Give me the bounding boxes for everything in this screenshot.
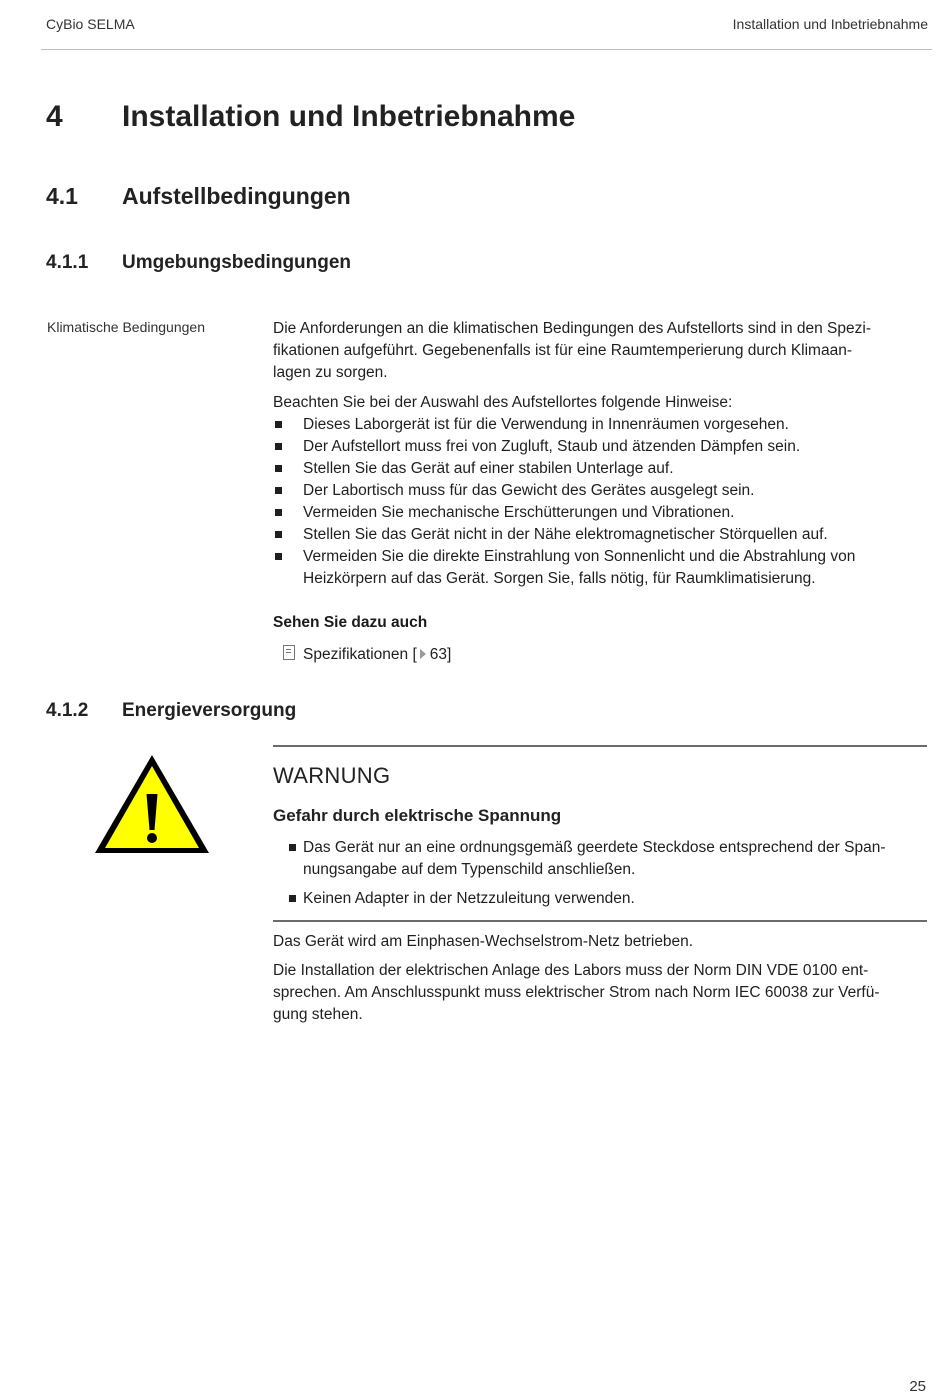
climate-paragraph (273, 318, 923, 384)
power-paragraph-1: Das Gerät wird am Einphasen-Wechselstrom-Netz betrieben. (273, 933, 694, 950)
list-item: Vermeiden Sie die direkte Einstrahlung von Sonnenlicht und die Abstrahlung von Heizkörpern auf das Gerät. Sorgen Sie, falls nötig, für Raumklimatisierung. (273, 546, 923, 590)
document-icon (283, 645, 295, 660)
page-number: 25 (909, 1378, 926, 1395)
hints-intro: Beachten Sie bei der Auswahl des Aufstellortes folgende Hinweise: (273, 394, 733, 411)
chapter-title: Installation und Inbetriebnahme (122, 100, 576, 133)
list-item: Keinen Adapter in der Netzzuleitung verwenden. (287, 888, 927, 910)
list-item: Der Labortisch muss für das Gewicht des Gerätes ausgelegt sein. (273, 480, 923, 502)
page-reference[interactable]: 63] (429, 646, 452, 663)
arrow-right-icon[interactable] (420, 649, 426, 659)
chapter-number: 4 (46, 100, 63, 133)
text-line: Die Anforderungen an die klimatischen Bedingungen des Aufstellorts sind in den Spezi- (273, 320, 871, 337)
running-header-right: Installation und Inbetriebnahme (732, 16, 928, 32)
see-also-link-row[interactable] (273, 644, 923, 666)
bullet-icon (289, 844, 296, 851)
bullet-icon (275, 487, 282, 494)
list-item: Stellen Sie das Gerät auf einer stabilen Unterlage auf. (273, 458, 923, 480)
text-line: fikationen aufgeführt. Gegebenenfalls ist für eine Raumtemperierung durch Klimaan- (273, 342, 852, 359)
bullet-icon (275, 465, 282, 472)
text-line: Die Installation der elektrischen Anlage des Labors muss der Norm DIN VDE 0100 ent- (273, 962, 869, 979)
margin-label: Klimatische Bedingungen (47, 319, 205, 335)
running-header-left: CyBio SELMA (46, 16, 135, 32)
subsection-title: Umgebungsbedingungen (122, 252, 352, 273)
list-item: Vermeiden Sie mechanische Erschütterungen und Vibrationen. (273, 502, 923, 524)
list-item: Dieses Laborgerät ist für die Verwendung in Innenräumen vorgesehen. (273, 414, 923, 436)
see-also-link[interactable]: Spezifikationen (303, 646, 409, 663)
header-divider (41, 49, 932, 50)
text-line: lagen zu sorgen. (273, 364, 388, 381)
section-number: 4.1 (46, 183, 78, 209)
subsection-number: 4.1.2 (46, 700, 89, 721)
list-item: Stellen Sie das Gerät nicht in der Nähe elektromagnetischer Störquellen auf. (273, 524, 923, 546)
text-line: sprechen. Am Anschlusspunkt muss elektrischer Strom nach Norm IEC 60038 zur Verfü- (273, 984, 880, 1001)
warning-title: WARNUNG (273, 763, 391, 788)
bullet-icon (275, 509, 282, 516)
subsection-title: Energieversorgung (122, 700, 297, 721)
text-line: gung stehen. (273, 1006, 363, 1023)
bullet-icon (275, 443, 282, 450)
warning-top-rule (273, 745, 927, 747)
list-item: Das Gerät nur an eine ordnungsgemäß geerdete Steckdose entsprechend der Span- nungsangabe auf dem Typenschild anschließen. (287, 837, 927, 881)
warning-subtitle: Gefahr durch elektrische Spannung (273, 806, 562, 825)
bullet-icon (275, 531, 282, 538)
power-paragraph-2 (273, 960, 923, 1026)
warning-triangle-icon (92, 752, 212, 856)
bullet-icon (289, 895, 296, 902)
warning-bottom-rule (273, 920, 927, 922)
see-also-title: Sehen Sie dazu auch (273, 614, 428, 631)
bullet-icon (275, 553, 282, 560)
warning-list (287, 837, 927, 910)
section-title: Aufstellbedingungen (122, 183, 351, 209)
bracket-open: [ (412, 646, 417, 663)
list-item: Der Aufstellort muss frei von Zugluft, Staub und ätzenden Dämpfen sein. (273, 436, 923, 458)
exclamation-dot (147, 833, 157, 843)
hints-list (273, 414, 923, 590)
subsection-number: 4.1.1 (46, 252, 89, 273)
bullet-icon (275, 421, 282, 428)
